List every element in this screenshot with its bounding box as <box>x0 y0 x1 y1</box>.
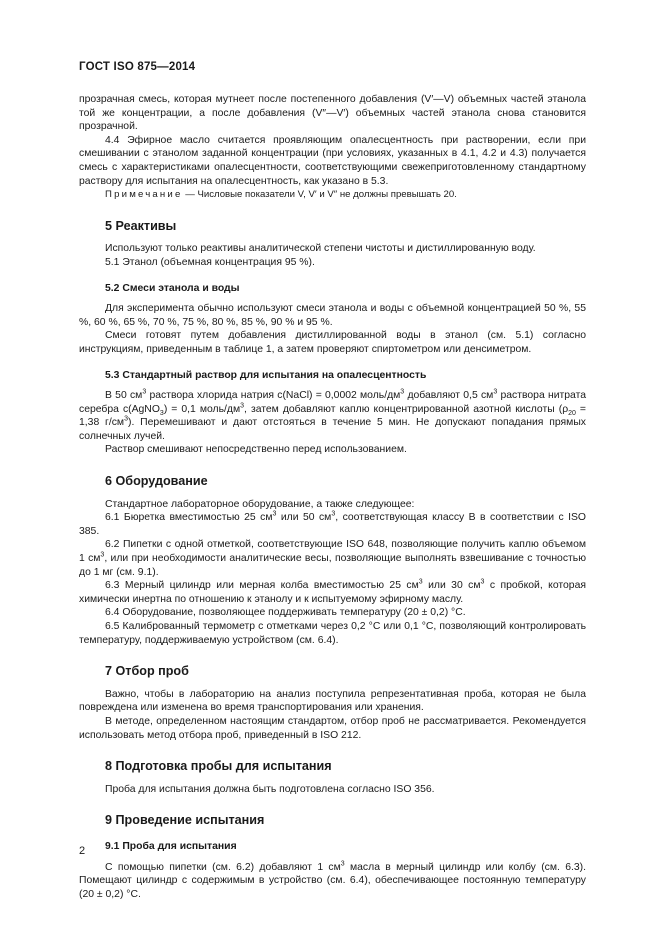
item-6-3: 6.3 Мерный цилиндр или мерная колба вместимостью 25 $см^3$ или 30 $см^3$ с пробкой, которая химически инертна по отношению к этанолу и к испытуемому эфирному маслу. <box>79 578 586 605</box>
section-7-title: 7 Отбор проб <box>105 664 189 679</box>
section-8-title: 8 Подготовка пробы для испытания <box>105 759 332 774</box>
section-6-paragraph: Стандартное лабораторное оборудование, а также следующее: <box>105 498 415 510</box>
intro-paragraph: прозрачная смесь, которая мутнеет после постепенного добавления (V′—V) объемных частей этанола той же концентрации, а после добавления (V″—V′) объемных частей этанола снова становится прозрачной. <box>79 94 586 133</box>
subsection-5-3-title: 5.3 Стандартный раствор для испытания на опалесцентность <box>105 369 427 381</box>
subsection-9-1-title: 9.1 Проба для испытания <box>105 840 237 852</box>
document-body <box>79 93 586 901</box>
page-number: 2 <box>79 845 86 857</box>
item-6-1: 6.1 Бюретка вместимостью 25 $см^3$ или 50 $см^3$, соответствующая классу В в соответствии с ISO 385. <box>79 510 587 537</box>
note-text: — Числовые показатели V, V′ и V″ не должны превышать 20. <box>182 189 457 201</box>
subsection-5-3-paragraph-1: В 50 $см^3$ раствора хлорида натрия c(NaCl) = 0,0002 моль/$дм^3$ добавляют 0,5 $см^3$ раствора нитрата серебра c(AgNO$_3$) = 0,1 моль/$дм^3$, затем добавляют каплю концентрированной азотной кислоты ($\rho_{20} = 1,38$ $г/см^3$). Перемешивают и дают отстояться в течение 5 мин. Не допускают попадания прямых солнечных лучей. <box>79 388 587 442</box>
subsection-5-3-paragraph-2: Раствор смешивают непосредственно перед использованием. <box>105 444 407 456</box>
section-5-title: 5 Реактивы <box>105 218 177 233</box>
note-label: Примечание <box>105 189 183 201</box>
item-6-5: 6.5 Калиброванный термометр с отметками через 0,2 °С или 0,1 °С, позволяющий контролировать температуру, поддерживаемую устройством (см. 6.4). <box>79 621 586 646</box>
item-6-4: 6.4 Оборудование, позволяющее поддерживать температуру (20 ± 0,2) °С. <box>105 607 466 619</box>
subsection-5-2-paragraph-2: Смеси готовят путем добавления дистиллированной воды в этанол (см. 5.1) согласно инструкциям, приведенным в таблице 1, а затем проверяют спиртометром или денсиметром. <box>79 330 586 355</box>
paragraph-4-4: 4.4 Эфирное масло считается проявляющим опалесцентность при растворении, если при смешивании с этанолом заданной концентрации (при условиях, указанных в 4.1, 4.2 и 4.3) получается смесь с характеристиками опалесцентности, соответствующими свежеприготовленному стандартному раствору для испытания на опалесцентность, как указано в 5.3. <box>79 134 586 187</box>
item-5-1: 5.1 Этанол (объемная концентрация 95 %). <box>105 256 315 268</box>
subsection-5-2-paragraph-1: Для эксперимента обычно используют смеси этанола и воды с объемной концентрацией 50 %, 55 %, 60 %, 65 %, 70 %, 75 %, 80 %, 85 %, 90 % и 95 %. <box>79 303 586 328</box>
note <box>79 188 586 202</box>
section-6-title: 6 Оборудование <box>105 474 208 489</box>
section-7-paragraph-1: Важно, чтобы в лабораторию на анализ поступила репрезентативная проба, которая не была повреждена или изменена во время транспортирования или хранения. <box>79 688 586 714</box>
section-7-paragraph-2: В методе, определенном настоящим стандартом, отбор проб не рассматривается. Рекомендуется использовать метод отбора проб, приведенный в ISO 212. <box>79 715 586 741</box>
item-6-2: 6.2 Пипетки с одной отметкой, соответствующие ISO 648, позволяющие получить каплю объемом 1 $см^3$, или при необходимости аналитические весы, позволяющие выполнять взвешивание с точностью до 1 мг (см. 9.1). <box>79 539 586 578</box>
section-5-paragraph: Используют только реактивы аналитической степени чистоты и дистиллированную воду. <box>105 243 536 255</box>
section-9-title: 9 Проведение испытания <box>105 813 265 828</box>
section-8-paragraph: Проба для испытания должна быть подготовлена согласно ISO 356. <box>105 783 435 795</box>
standard-header: ГОСТ ISO 875—2014 <box>79 61 196 73</box>
subsection-9-1-paragraph: С помощью пипетки (см. 6.2) добавляют 1 $см^3$ масла в мерный цилиндр или колбу (см. 6.3). Помещают цилиндр с содержимым в устройство (см. 6.4), обеспечивающее постоянную температуру (20 ± 0,2) °С. <box>79 860 586 900</box>
subsection-5-2-title: 5.2 Смеси этанола и воды <box>105 282 240 294</box>
